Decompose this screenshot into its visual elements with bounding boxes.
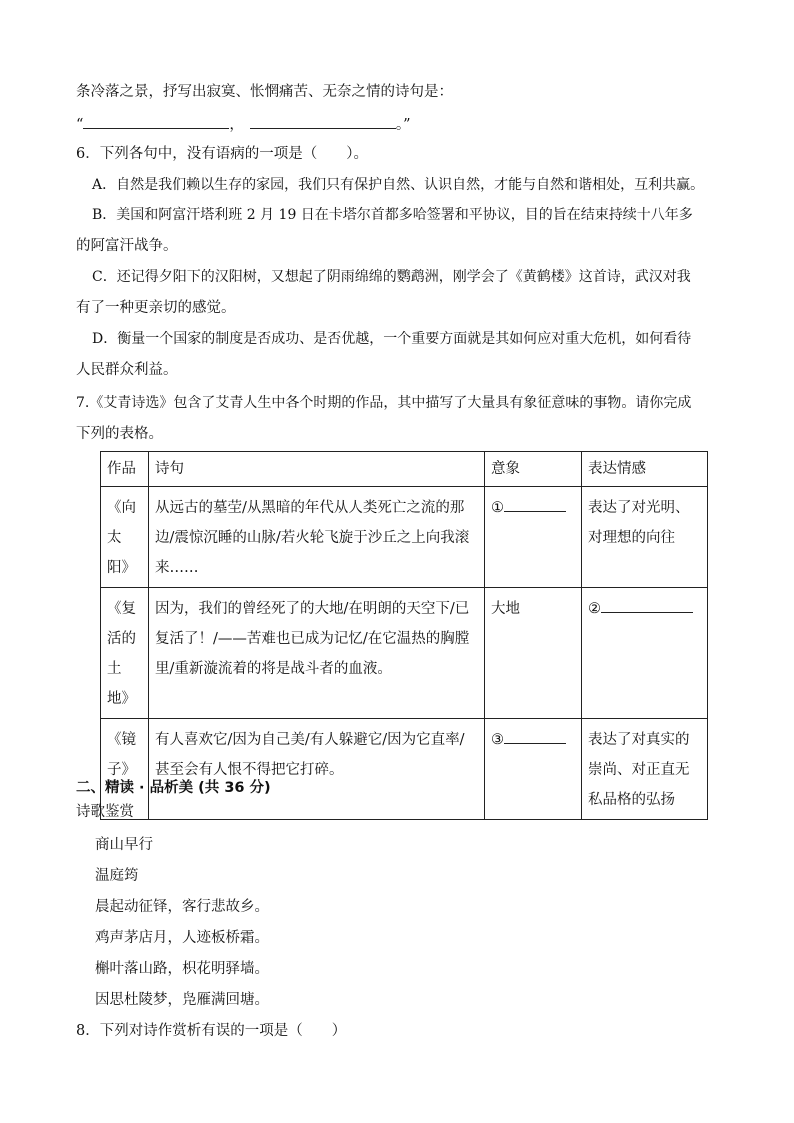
quote-separator: ， — [229, 117, 244, 133]
answer-blank-1[interactable] — [83, 114, 229, 129]
work-cell: 《镜子》 — [101, 719, 149, 820]
q6-option-a: A．自然是我们赖以生存的家园，我们只有保护自然、认识自然，才能与自然和谐相处，互利共赢。 — [92, 177, 705, 193]
table-header-row — [101, 452, 708, 487]
emotion-cell: 表达了对真实的崇尚、对正直无私品格的弘扬 — [582, 719, 708, 820]
blank-marker: ③ — [491, 732, 504, 748]
section-2-title: 二、精读 · 品析美 (共 36 分) — [76, 780, 271, 796]
quote-close: 。” — [395, 117, 411, 133]
quote-open: “ — [76, 117, 84, 133]
poem-title: 商山早行 — [95, 837, 153, 853]
image-cell: 大地 — [485, 588, 582, 719]
q6-option-b: B．美国和阿富汗塔利班 2 月 19 日在卡塔尔首都多哈签署和平协议，目的旨在结束持续十八年多 — [92, 207, 693, 223]
q6-stem: 6．下列各句中，没有语病的一项是（ ）。 — [76, 146, 368, 162]
table-row — [101, 719, 708, 820]
q7-stem: 7.《艾青诗选》包含了艾青人生中各个时期的作品，其中描写了大量具有象征意味的事物。请你完成 — [76, 395, 692, 411]
q6-option-c: C．还记得夕阳下的汉阳树，又想起了阴雨绵绵的鹦鹉洲，刚学会了《黄鹤楼》这首诗，武汉对我 — [92, 269, 691, 285]
blank-marker: ② — [588, 601, 601, 617]
header-work: 作品 — [101, 452, 149, 487]
image-cell — [485, 487, 582, 588]
poem-line: 鸡声茅店月，人迹板桥霜。 — [95, 930, 269, 946]
verse-cell: 有人喜欢它/因为自己美/有人躲避它/因为它直率/甚至会有人恨不得把它打碎。 — [149, 719, 485, 820]
header-verse: 诗句 — [149, 452, 485, 487]
table-row — [101, 487, 708, 588]
section-2-subtitle: 诗歌鉴赏 — [76, 804, 134, 820]
emotion-cell: 表达了对光明、对理想的向往 — [582, 487, 708, 588]
fill-in-quote-line — [76, 114, 411, 134]
intro-line: 条冷落之景，抒写出寂寞、怅惘痛苦、无奈之情的诗句是： — [76, 84, 453, 100]
answer-blank-emotion-2[interactable] — [601, 598, 693, 613]
poem-line: 因思杜陵梦，凫雁满回塘。 — [95, 992, 269, 1008]
work-cell: 《复活的土地》 — [101, 588, 149, 719]
emotion-cell — [582, 588, 708, 719]
table-row — [101, 588, 708, 719]
q6-option-b-cont: 的阿富汗战争。 — [76, 238, 178, 254]
answer-blank-2[interactable] — [250, 114, 396, 129]
verse-cell: 从远古的墓茔/从黑暗的年代从人类死亡之流的那边/震惊沉睡的山脉/若火轮飞旋于沙丘之上向我滚来…… — [149, 487, 485, 588]
work-cell: 《向太阳》 — [101, 487, 149, 588]
blank-marker: ① — [491, 500, 504, 516]
q8-stem: 8．下列对诗作赏析有误的一项是（ ） — [76, 1023, 347, 1039]
verse-cell: 因为，我们的曾经死了的大地/在明朗的天空下/已复活了！/——苦难也已成为记忆/在它温热的胸膛里/重新漩流着的将是战斗者的血液。 — [149, 588, 485, 719]
poem-author: 温庭筠 — [95, 868, 139, 884]
poem-analysis-table — [100, 451, 708, 820]
q7-stem-cont: 下列的表格。 — [76, 426, 163, 442]
answer-blank-image-3[interactable] — [504, 729, 566, 744]
image-cell — [485, 719, 582, 820]
poem-line: 晨起动征铎，客行悲故乡。 — [95, 899, 269, 915]
header-emotion: 表达情感 — [582, 452, 708, 487]
poem-line: 槲叶落山路，枳花明驿墙。 — [95, 961, 269, 977]
q6-option-c-cont: 有了一种更亲切的感觉。 — [76, 300, 236, 316]
q6-option-d: D．衡量一个国家的制度是否成功、是否优越，一个重要方面就是其如何应对重大危机，如何看待 — [92, 331, 692, 347]
answer-blank-image-1[interactable] — [504, 497, 566, 512]
q6-option-d-cont: 人民群众利益。 — [76, 362, 178, 378]
header-image: 意象 — [485, 452, 582, 487]
